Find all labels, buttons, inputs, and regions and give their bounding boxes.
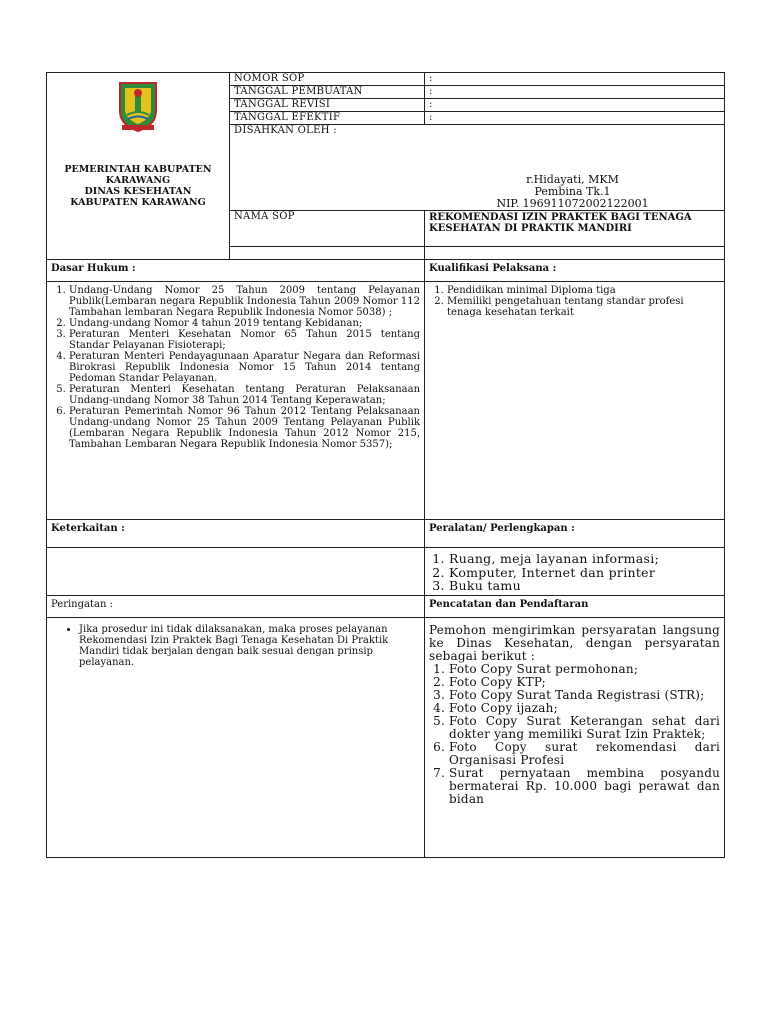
list-item: 1. Foto Copy Surat permohonan; <box>449 663 720 676</box>
signer-rank: Pembina Tk.1 <box>534 185 611 198</box>
list-item: 3. Peraturan Menteri Kesehatan Nomor 65 Tahun 2015 tentang Standar Pelayanan Fisioterapi; <box>69 329 420 351</box>
kualifikasi-label: Kualifikasi Pelaksana : <box>425 260 725 282</box>
list-item: 5. Foto Copy Surat Keterangan sehat dari dokter yang memiliki Surat Izin Praktek; <box>449 715 720 741</box>
peringatan-content <box>47 617 425 857</box>
dasar-hukum-list-cell <box>47 282 425 520</box>
tanggal-efektif-label: TANGGAL EFEKTIF <box>230 112 425 125</box>
list-item: 1. Ruang, meja layanan informasi; <box>449 552 720 566</box>
org-line: KARAWANG <box>105 175 171 186</box>
list-item: 4. Foto Copy ijazah; <box>449 702 720 715</box>
nama-sop-value: REKOMENDASI IZIN PRAKTEK BAGI TENAGA KESEHATAN DI PRAKTIK MANDIRI <box>425 211 725 247</box>
kualifikasi-list <box>429 285 720 318</box>
disahkan-cell <box>230 125 725 211</box>
sop-document <box>46 72 724 858</box>
karawang-crest-icon <box>116 81 160 133</box>
org-line: KABUPATEN KARAWANG <box>70 197 206 208</box>
nama-sop-label: NAMA SOP <box>230 211 425 247</box>
list-item: 4. Peraturan Menteri Pendayagunaan Aparatur Negara dan Reformasi Birokrasi Republik Indonesia Nomor 15 Tahun 2014 tentang Pedoman Standar Pelayanan. <box>69 351 420 384</box>
tanggal-revisi-value: : <box>425 99 725 112</box>
peralatan-label: Peralatan/ Perlengkapan : <box>425 520 725 548</box>
peralatan-list <box>429 552 720 593</box>
list-item: 7. Surat pernyataan membina posyandu bermaterai Rp. 10.000 bagi perawat dan bidan <box>449 767 720 806</box>
disahkan-label: DISAHKAN OLEH : <box>234 125 337 136</box>
dasar-hukum-list <box>51 285 420 450</box>
tanggal-revisi-label: TANGGAL REVISI <box>230 99 425 112</box>
logo-org-cell <box>47 73 230 260</box>
list-item: 2. Komputer, Internet dan printer <box>449 566 720 580</box>
tanggal-pembuatan-label: TANGGAL PEMBUATAN <box>230 86 425 99</box>
keterkaitan-content <box>47 548 425 596</box>
tanggal-efektif-value: : <box>425 112 725 125</box>
list-item: 1. Undang-Undang Nomor 25 Tahun 2009 tentang Pelayanan Publik(Lembaran negara Republik Indonesia Tahun 2009 Nomor 112 Tambahan lembaran Negara Republik Indonesia Nomor 5038) ; <box>69 285 420 318</box>
list-item: 3. Buku tamu <box>449 579 720 593</box>
peringatan-list <box>51 624 420 668</box>
list-item: 2. Undang-undang Nomor 4 tahun 2019 tentang Kebidanan; <box>69 318 420 329</box>
peralatan-list-cell <box>425 548 725 596</box>
pencatatan-label: Pencatatan dan Pendaftaran <box>425 595 725 617</box>
tanggal-pembuatan-value: : <box>425 86 725 99</box>
signature-block <box>425 136 720 210</box>
dasar-hukum-label: Dasar Hukum : <box>47 260 425 282</box>
kualifikasi-list-cell <box>425 282 725 520</box>
org-line: PEMERINTAH KABUPATEN <box>64 164 212 175</box>
signer-nip: NIP. 196911072002122001 <box>496 197 649 210</box>
pencatatan-content <box>425 617 725 857</box>
empty-cell <box>425 247 725 260</box>
nomor-sop-label: NOMOR SOP <box>230 73 425 86</box>
list-item: 5. Peraturan Menteri Kesehatan tentang Peraturan Pelaksanaan Undang-undang Nomor 38 Tahun 2014 Tentang Keperawatan; <box>69 384 420 406</box>
empty-cell <box>230 247 425 260</box>
list-item: 6. Foto Copy surat rekomendasi dari Organisasi Profesi <box>449 741 720 767</box>
org-name <box>51 164 225 208</box>
peringatan-label: Peringatan : <box>47 595 425 617</box>
list-item: 2. Foto Copy KTP; <box>449 676 720 689</box>
signer-name: r.Hidayati, MKM <box>526 173 619 186</box>
sop-table <box>46 72 725 858</box>
list-item: 2. Memiliki pengetahuan tentang standar profesi tenaga kesehatan terkait <box>447 296 720 318</box>
keterkaitan-label: Keterkaitan : <box>47 520 425 548</box>
persyaratan-list <box>429 663 720 806</box>
list-item: • Jika prosedur ini tidak dilaksanakan, maka proses pelayanan Rekomendasi Izin Praktek Bagi Tenaga Kesehatan Di Praktik Mandiri tidak berjalan dengan baik sesuai dengan prinsip pelayanan. <box>79 624 420 668</box>
list-item: 3. Foto Copy Surat Tanda Registrasi (STR); <box>449 689 720 702</box>
pencatatan-intro: Pemohon mengirimkan persyaratan langsung ke Dinas Kesehatan, dengan persyaratan sebagai berikut : <box>429 622 721 663</box>
list-item: 1. Pendidikan minimal Diploma tiga <box>447 285 720 296</box>
nomor-sop-value: : <box>425 73 725 86</box>
list-item: 6. Peraturan Pemerintah Nomor 96 Tahun 2012 Tentang Pelaksanaan Undang-undang Nomor 25 Tahun 2009 Tentang Pelayanan Publik (Lembaran Negara Republik Indonesia Tahun 2012 Nomor 215, Tambahan Lembaran Negara Republik Indonesia Nomor 5357); <box>69 406 420 450</box>
org-line: DINAS KESEHATAN <box>84 186 192 197</box>
